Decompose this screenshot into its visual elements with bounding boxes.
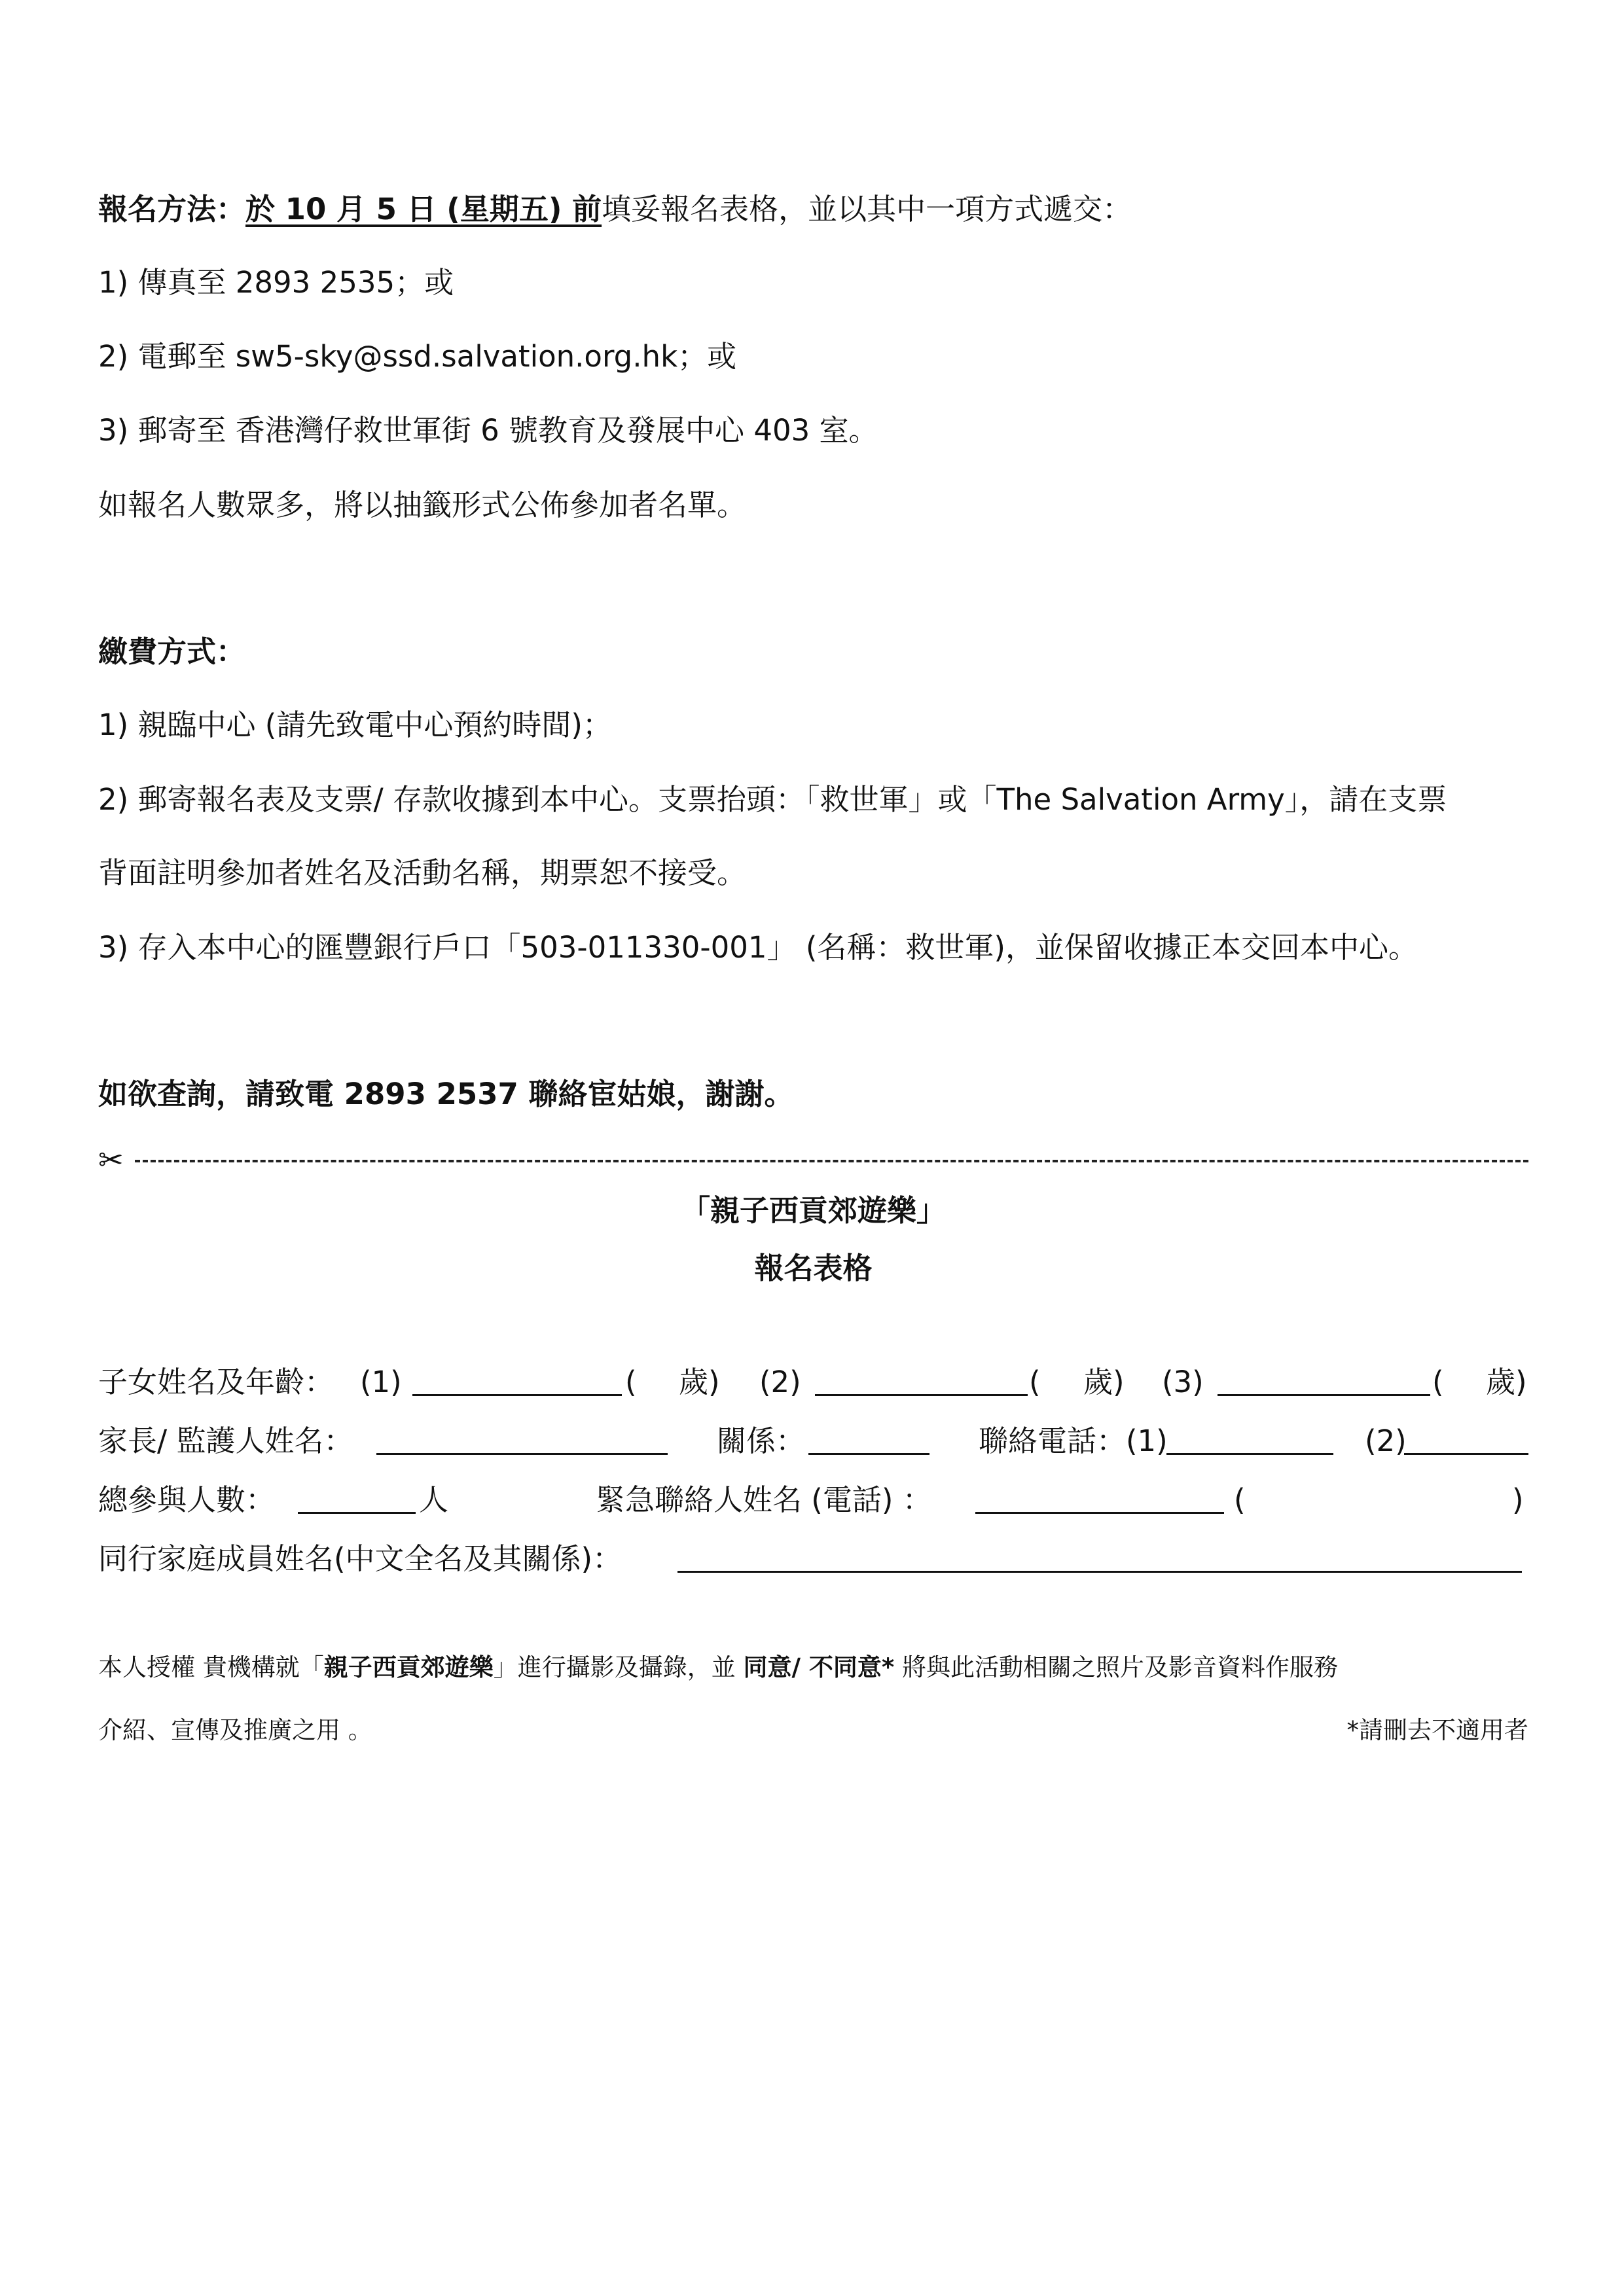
registration-item-fax: 1) 傳真至 2893 2535；或 <box>98 265 454 300</box>
relation-label: 關係： <box>717 1424 806 1458</box>
child-3-age-field[interactable] <box>1449 1367 1481 1394</box>
consent-part-3: 將與此活動相關之照片及影音資料作服務 <box>894 1653 1339 1681</box>
child-2-age-unit: 歲) <box>1083 1365 1125 1399</box>
child-1-age-unit: 歲) <box>679 1365 720 1399</box>
phone-2-index: (2) <box>1365 1424 1407 1458</box>
payment-heading: 繳費方式： <box>98 634 246 669</box>
child-2-index: (2) <box>759 1365 801 1399</box>
payment-item-bank: 3) 存入本中心的匯豐銀行戶口「503-011330-001」 (名稱：救世軍)，並保留收據正本交回本中心。 <box>98 930 1418 965</box>
total-unit: 人 <box>419 1482 449 1517</box>
child-3-age-unit: 歲) <box>1486 1365 1527 1399</box>
registration-item-mail: 3) 郵寄至 香港灣仔救世軍街 6 號教育及發展中心 403 室。 <box>98 413 878 448</box>
scissors-icon: ✂ <box>98 1142 124 1177</box>
consent-footnote: *請刪去不適用者 <box>1346 1716 1528 1744</box>
registration-intro-text: 填妥報名表格，並以其中一項方式遞交： <box>602 192 1132 226</box>
registration-intro <box>98 190 1132 229</box>
form-subtitle: 報名表格 <box>754 1251 873 1285</box>
registration-deadline: 於 10 月 5 日 (星期五) 前 <box>245 192 602 226</box>
registration-item-email: 2) 電郵至 sw5-sky@ssd.salvation.org.hk；或 <box>98 339 737 374</box>
parent-label: 家長/ 監護人姓名： <box>98 1424 353 1458</box>
consent-line-2 <box>98 1713 1528 1748</box>
form-title: 「親子西貢郊遊樂」 <box>680 1193 946 1228</box>
consent-line-2-text: 介紹、宣傳及推廣之用 。 <box>98 1716 372 1744</box>
emergency-label: 緊急聯絡人姓名 (電話) ： <box>596 1482 932 1517</box>
inquiry-text: 如欲查詢，請致電 2893 2537 聯絡宦姑娘，謝謝。 <box>98 1077 794 1111</box>
consent-event-name: 親子西貢郊遊樂 <box>323 1653 494 1681</box>
child-1-age-open: ( <box>625 1365 637 1399</box>
consent-choice[interactable]: 同意/ 不同意* <box>743 1653 895 1681</box>
consent-part-2: 」進行攝影及攝錄，並 <box>493 1653 744 1681</box>
phone-1-field[interactable] <box>1166 1426 1333 1455</box>
child-2-age-open: ( <box>1029 1365 1041 1399</box>
emergency-phone-field[interactable] <box>1254 1484 1509 1512</box>
child-1-index: (1) <box>360 1365 402 1399</box>
registration-note: 如報名人數眾多，將以抽籤形式公佈參加者名單。 <box>98 488 747 522</box>
family-members-field[interactable] <box>677 1543 1522 1573</box>
phone-1-index: (1) <box>1126 1424 1168 1458</box>
payment-item-in-person: 1) 親臨中心 (請先致電中心預約時間)； <box>98 708 612 742</box>
registration-heading: 報名方法： <box>98 192 246 226</box>
total-label: 總參與人數： <box>98 1482 276 1517</box>
payment-item-cheque-cont: 背面註明參加者姓名及活動名稱，期票恕不接受。 <box>98 855 747 890</box>
total-field[interactable] <box>298 1484 416 1514</box>
emergency-name-field[interactable] <box>975 1484 1224 1514</box>
consent-text <box>98 1651 1338 1685</box>
emergency-phone-open: ( <box>1234 1482 1246 1517</box>
child-3-index: (3) <box>1162 1365 1204 1399</box>
dashed-divider <box>135 1160 1528 1162</box>
parent-name-field[interactable] <box>376 1426 668 1455</box>
child-3-name-field[interactable] <box>1218 1367 1430 1396</box>
payment-item-cheque: 2) 郵寄報名表及支票/ 存款收據到本中心。支票抬頭：「救世軍」或「The Salvation Army」，請在支票 <box>98 782 1447 817</box>
family-label: 同行家庭成員姓名(中文全名及其關係)： <box>98 1541 623 1576</box>
phone-label: 聯絡電話： <box>979 1424 1127 1458</box>
consent-part-1: 本人授權 貴機構就「 <box>98 1653 324 1681</box>
child-3-age-open: ( <box>1432 1365 1444 1399</box>
relation-field[interactable] <box>808 1426 929 1455</box>
children-label: 子女姓名及年齡： <box>98 1365 334 1399</box>
child-1-name-field[interactable] <box>412 1367 622 1396</box>
child-2-age-field[interactable] <box>1045 1367 1078 1394</box>
phone-2-field[interactable] <box>1404 1426 1528 1455</box>
child-2-name-field[interactable] <box>815 1367 1028 1396</box>
cut-line <box>98 1140 1528 1179</box>
emergency-phone-close: ) <box>1512 1482 1524 1517</box>
child-1-age-field[interactable] <box>641 1367 674 1394</box>
